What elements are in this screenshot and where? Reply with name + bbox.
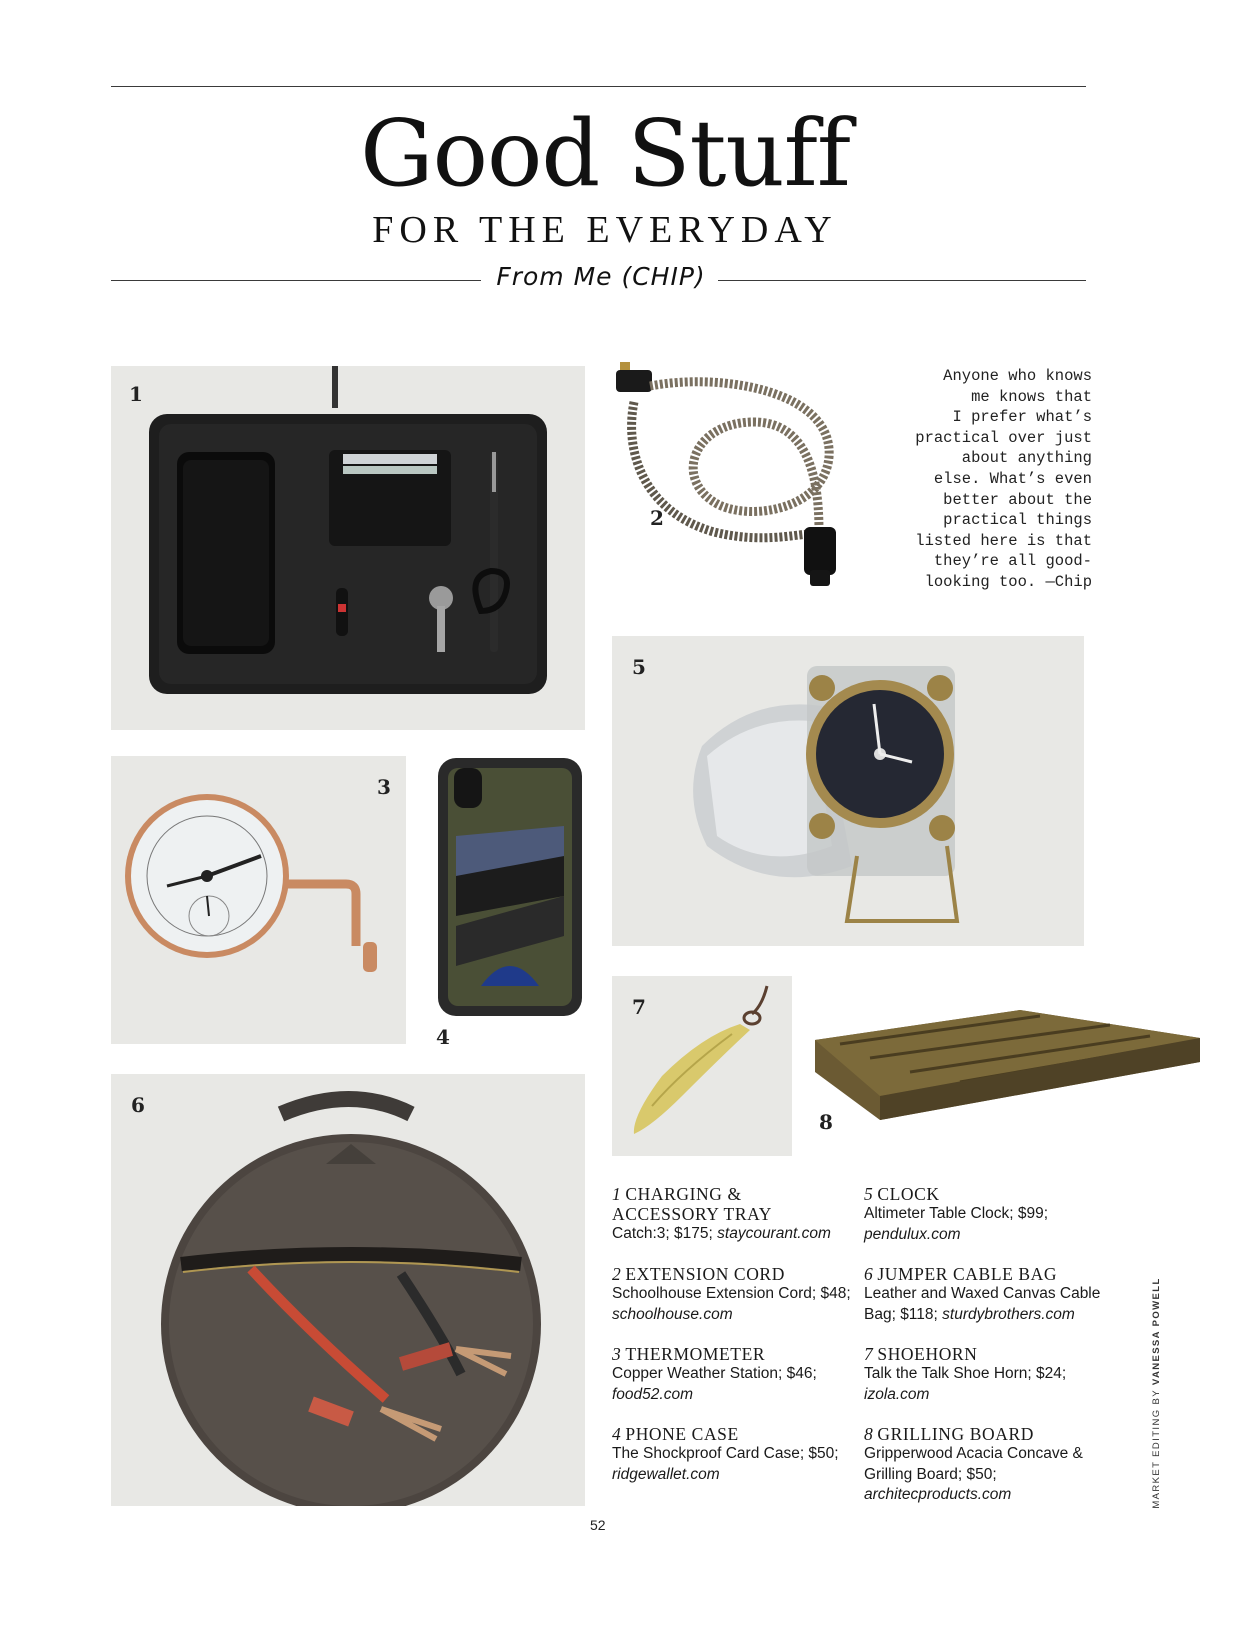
item-thermometer <box>612 1344 852 1405</box>
item-details <box>612 1364 852 1405</box>
photo-number-4: 4 <box>436 1025 450 1049</box>
item-extension-cord <box>612 1264 852 1325</box>
item-url[interactable]: architecproducts.com <box>864 1486 1012 1503</box>
item-heading <box>612 1264 852 1284</box>
item-url[interactable]: ridgewallet.com <box>612 1465 720 1483</box>
photo-clock <box>612 636 1084 946</box>
item-number: 8 <box>864 1424 874 1444</box>
item-clock <box>864 1184 1104 1245</box>
item-desc: Catch:3; $175; <box>612 1225 713 1242</box>
item-desc: Copper Weather Station; $46; <box>612 1365 817 1382</box>
top-rule <box>111 86 1086 87</box>
item-desc: Talk the Talk Shoe Horn; $24; <box>864 1365 1067 1382</box>
item-heading <box>864 1184 1104 1204</box>
photo-phone-case <box>436 756 584 1021</box>
item-desc: Schoolhouse Extension Cord; $48; <box>612 1285 851 1302</box>
thermometer-image <box>111 756 406 1044</box>
item-phone-case <box>612 1424 852 1485</box>
item-charging-tray <box>612 1184 852 1245</box>
photo-number-1: 1 <box>129 382 143 406</box>
clock-image <box>612 636 1084 946</box>
item-details <box>864 1204 1104 1245</box>
item-number: 6 <box>864 1264 874 1284</box>
item-number: 1 <box>612 1184 622 1204</box>
byline-handwritten: From Me (CHIP) <box>496 262 706 291</box>
page-subtitle: FOR THE EVERYDAY <box>372 209 838 251</box>
photo-number-8: 8 <box>819 1110 833 1134</box>
photo-number-6: 6 <box>131 1093 145 1117</box>
item-details <box>612 1284 852 1325</box>
item-number: 5 <box>864 1184 874 1204</box>
jumper-cable-bag-image <box>111 1074 585 1506</box>
extension-cord-image <box>604 362 874 612</box>
photo-number-7: 7 <box>632 995 646 1019</box>
photo-number-3: 3 <box>377 775 391 799</box>
item-desc: Leather and Waxed Canvas Cable Bag; $118; <box>864 1285 1101 1323</box>
item-title: THERMOMETER <box>625 1344 766 1364</box>
item-heading <box>612 1424 852 1444</box>
item-details <box>612 1224 852 1245</box>
byline-rule-right <box>718 280 1086 281</box>
photo-charging-tray <box>111 366 585 730</box>
item-url[interactable]: food52.com <box>612 1385 693 1403</box>
item-title: CHARGING & ACCESSORY TRAY <box>612 1184 772 1224</box>
item-details <box>864 1284 1104 1325</box>
item-heading <box>864 1344 1104 1364</box>
photo-extension-cord <box>604 362 874 612</box>
photo-grilling-board <box>810 1000 1210 1130</box>
item-title: GRILLING BOARD <box>877 1424 1035 1444</box>
item-url[interactable]: pendulux.com <box>864 1225 961 1243</box>
item-number: 3 <box>612 1344 622 1364</box>
byline-rule-left <box>111 280 481 281</box>
item-desc: The Shockproof Card Case; $50; <box>612 1445 839 1462</box>
item-title: CLOCK <box>877 1184 940 1204</box>
item-details <box>864 1444 1104 1506</box>
credit-prefix: MARKET EDITING BY <box>1151 1389 1162 1509</box>
photo-number-2: 2 <box>650 506 664 530</box>
item-title: JUMPER CABLE BAG <box>877 1264 1058 1284</box>
item-desc: Gripperwood Acacia Concave & Grilling Board; $50; <box>864 1445 1083 1483</box>
item-jumper-cable-bag <box>864 1264 1104 1325</box>
item-url[interactable]: staycourant.com <box>717 1225 831 1242</box>
item-grilling-board <box>864 1424 1104 1506</box>
page-title: Good Stuff <box>360 100 850 207</box>
item-shoehorn <box>864 1344 1104 1405</box>
chip-quote: Anyone who knows me knows that I prefer what’s practical over just about anything else. What’s even better about the practical things listed here is that they’re all good- looking too. —Chip <box>915 367 1092 591</box>
phone-case-image <box>436 756 584 1021</box>
item-title: PHONE CASE <box>625 1424 739 1444</box>
market-editing-credit <box>1151 1273 1165 1513</box>
photo-number-5: 5 <box>632 655 646 679</box>
credit-name: VANESSA POWELL <box>1151 1277 1162 1386</box>
item-heading <box>612 1184 852 1224</box>
item-url[interactable]: izola.com <box>864 1385 930 1403</box>
grilling-board-image <box>810 1000 1210 1130</box>
item-title: SHOEHORN <box>877 1344 978 1364</box>
item-url[interactable]: sturdybrothers.com <box>942 1305 1075 1323</box>
item-number: 7 <box>864 1344 874 1364</box>
item-heading <box>864 1264 1104 1284</box>
item-details <box>612 1444 852 1485</box>
charging-tray-image <box>111 366 585 730</box>
item-heading <box>864 1424 1104 1444</box>
photo-thermometer <box>111 756 406 1044</box>
item-details <box>864 1364 1104 1405</box>
item-number: 2 <box>612 1264 622 1284</box>
photo-jumper-cable-bag <box>111 1074 585 1506</box>
page-number: 52 <box>590 1517 606 1533</box>
item-heading <box>612 1344 852 1364</box>
item-title: EXTENSION CORD <box>625 1264 785 1284</box>
item-url[interactable]: schoolhouse.com <box>612 1305 733 1323</box>
item-desc: Altimeter Table Clock; $99; <box>864 1205 1049 1222</box>
item-number: 4 <box>612 1424 622 1444</box>
